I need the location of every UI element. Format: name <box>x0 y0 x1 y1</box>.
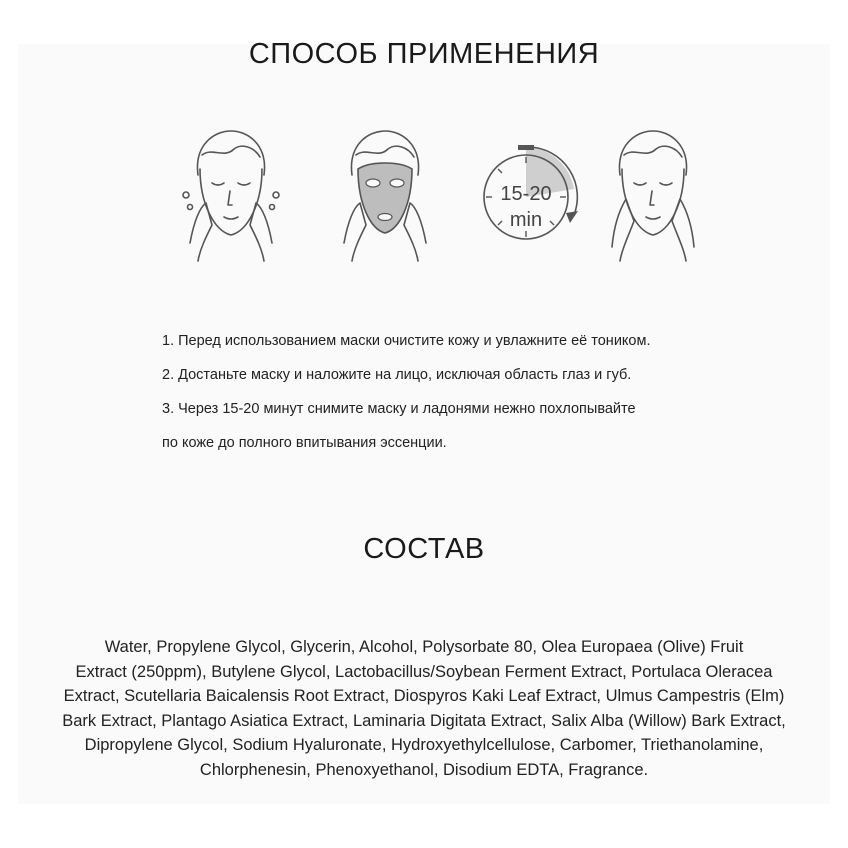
ingredients-line: Extract (250ppm), Butylene Glycol, Lactobacillus/Soybean Ferment Extract, Portulaca Oleracea <box>75 662 773 681</box>
composition-title: СОСТАВ <box>363 533 485 565</box>
ingredients-line: Extract, Scutellaria Baicalensis Root Extract, Diospyros Kaki Leaf Extract, Ulmus Campestris (Elm) <box>63 687 785 705</box>
instruction-line: 2. Достаньте маску и наложите на лицо, исключая область глаз и губ. <box>162 367 632 383</box>
usage-title: СПОСОБ ПРИМЕНЕНИЯ <box>248 38 600 70</box>
ingredients-line: Bark Extract, Plantago Asiatica Extract, Laminaria Digitata Extract, Salix Alba (Willow) Bark Extract, <box>62 711 786 730</box>
instruction-line: по коже до полного впитывания эссенции. <box>162 435 447 451</box>
usage-steps <box>0 125 848 265</box>
timer-top-text: 15-20 <box>500 183 552 205</box>
instruction-line: 3. Через 15-20 минут снимите маску и ладонями нежно похлопывайте <box>162 401 636 417</box>
ingredients-list <box>0 635 848 782</box>
face-pat-icon <box>598 125 708 265</box>
ingredients-line: Chlorphenesin, Phenoxyethanol, Disodium EDTA, Fragrance. <box>199 760 649 779</box>
timer-bottom-text: min <box>509 209 543 231</box>
ingredients-line: Water, Propylene Glycol, Glycerin, Alcohol, Polysorbate 80, Olea Europaea (Olive) Fruit <box>104 638 744 656</box>
ingredients-line: Dipropylene Glycol, Sodium Hyaluronate, Hydroxyethylcellulose, Carbomer, Triethanolamine, <box>84 736 764 754</box>
face-cleanse-icon <box>176 125 286 265</box>
face-mask-icon <box>330 125 440 265</box>
instruction-line: 1. Перед использованием маски очистите кожу и увлажните её тоником. <box>162 333 651 349</box>
usage-instructions <box>162 331 762 467</box>
timer-icon <box>478 125 588 265</box>
